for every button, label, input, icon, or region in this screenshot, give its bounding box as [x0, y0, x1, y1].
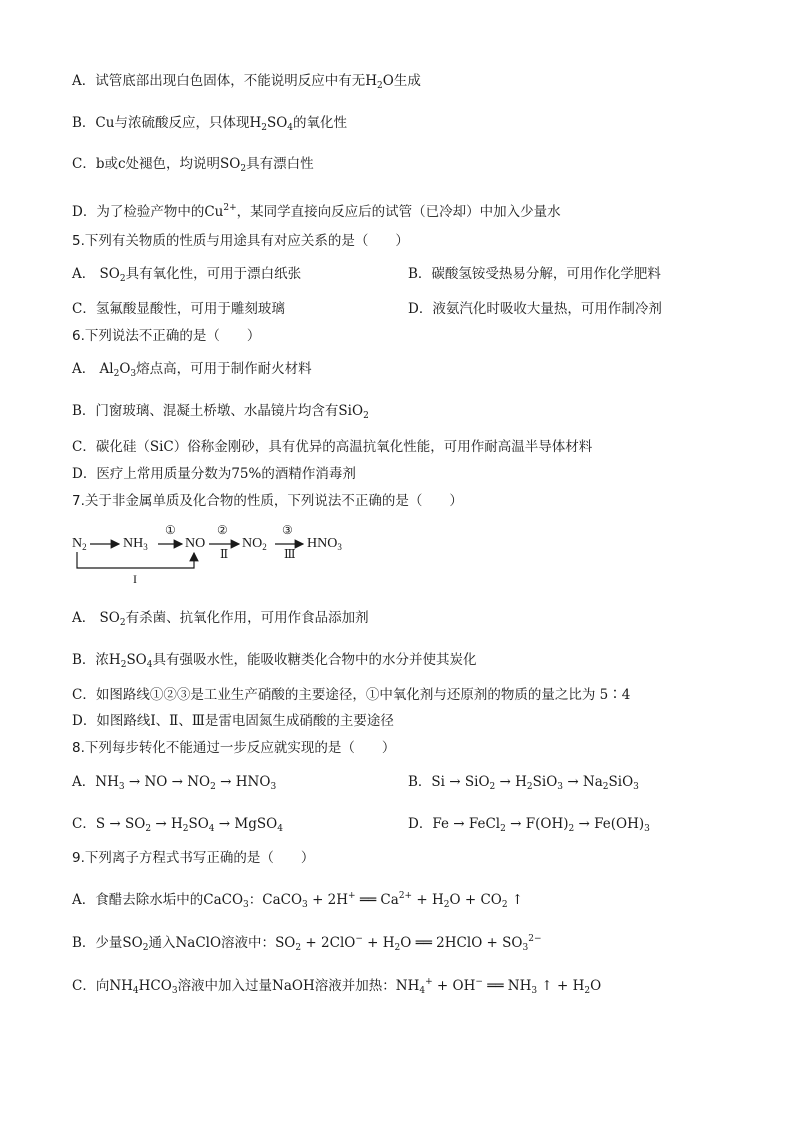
q5-option-b: B．碳酸氢铵受热易分解，可用作化学肥料: [408, 266, 661, 282]
species-n2: $N_2$: [72, 536, 87, 552]
q6-stem: 6.下列说法不正确的是（ ）: [72, 328, 261, 344]
q5-option-d: D．液氨汽化时吸收大量热，可用作制冷剂: [408, 301, 662, 317]
q8-stem: 8.下列每步转化不能通过一步反应就实现的是（ ）: [72, 740, 396, 756]
q6-option-d: D．医疗上常用质量分数为75%的酒精作消毒剂: [72, 466, 356, 482]
q4-option-b: B．Cu与浓硫酸反应，只体现$H_2SO_4$的氧化性: [72, 115, 348, 133]
nitrogen-reaction-path-diagram: [70, 522, 370, 592]
q5-option-c: C．氢氟酸显酸性，可用于雕刻玻璃: [72, 301, 285, 317]
q5-stem: 5.下列有关物质的性质与用途具有对应关系的是（ ）: [72, 233, 409, 249]
species-no: NO: [185, 536, 206, 551]
q6-option-b: B．门窗玻璃、混凝土桥墩、水晶镜片均含有SiO$_2$: [72, 403, 369, 421]
q4-option-c: C．b或c处褪色，均说明$SO_2$具有漂白性: [72, 156, 314, 174]
route-3-label: Ⅲ: [284, 547, 296, 561]
q9-option-c: C．向$NH_4HCO_3$溶液中加入过量NaOH溶液并加热：$NH_4^+ + OH^-$ ══ $NH_3$ ↑ + $H_2O$: [72, 977, 602, 996]
q6-option-c: C．碳化硅（SiC）俗称金刚砂，具有优异的高温抗氧化性能，可用作耐高温半导体材料: [72, 439, 593, 455]
q6-option-a: A． $Al_2O_3$熔点高，可用于制作耐火材料: [72, 361, 312, 379]
q7-option-b: B．浓$H_2SO_4$具有强吸水性，能吸收糖类化合物中的水分并使其炭化: [72, 652, 477, 670]
q4-option-a: A．试管底部出现白色固体，不能说明反应中有无$H_2O$生成: [72, 73, 421, 91]
step-3-label: ③: [282, 523, 293, 537]
q9-option-a: A．食醋去除水垢中的CaCO$_3$：CaCO$_3$ + 2H+ ══ $Ca^{2+} + H_2O + CO_2$ ↑: [72, 891, 524, 910]
q7-option-d: D．如图路线Ⅰ、Ⅱ、Ⅲ是雷电固氮生成硝酸的主要途径: [72, 713, 394, 729]
step-1-label: ①: [165, 523, 176, 537]
route-1-label: I: [133, 572, 137, 586]
species-hno3: $HNO_3$: [307, 536, 342, 552]
q8-option-b: B．$Si \to SiO_2 \to H_2SiO_3 \to Na_2SiO_3$: [408, 774, 639, 792]
q8-option-d: D．Fe → FeCl$_2$ → $F(OH)_2 \to Fe(OH)_3$: [408, 816, 650, 834]
species-nh3: $NH_3$: [123, 536, 148, 552]
species-no2: $NO_2$: [242, 536, 267, 552]
q8-option-c: C．$S \to SO_2 \to H_2SO_4$ → MgSO$_4$: [72, 816, 283, 834]
q7-stem: 7.关于非金属单质及化合物的性质，下列说法不正确的是（ ）: [72, 493, 463, 509]
q7-option-a: A． $SO_2$有杀菌、抗氧化作用，可用作食品添加剂: [72, 610, 369, 628]
q9-option-b: B．少量$SO_2$通入NaClO溶液中：$SO_2 + 2ClO^- + H_2O$ ══ 2HClO + $SO_3^{2-}$: [72, 934, 542, 953]
step-2-label: ②: [217, 523, 228, 537]
arrow-route-i: [77, 552, 194, 568]
q8-option-a: A．$NH_3$ → NO → $NO_2 \to HNO_3$: [72, 774, 277, 792]
route-2-label: Ⅱ: [220, 547, 229, 561]
q7-option-c: C．如图路线①②③是工业生产硝酸的主要途径，①中氧化剂与还原剂的物质的量之比为 5∶4: [72, 687, 631, 703]
q5-option-a: A． $SO_2$具有氧化性，可用于漂白纸张: [72, 266, 302, 284]
q9-stem: 9.下列离子方程式书写正确的是（ ）: [72, 850, 315, 866]
q4-option-d: D．为了检验产物中的$Cu^{2+}$，某同学直接向反应后的试管（已冷却）中加入少量水: [72, 203, 561, 220]
